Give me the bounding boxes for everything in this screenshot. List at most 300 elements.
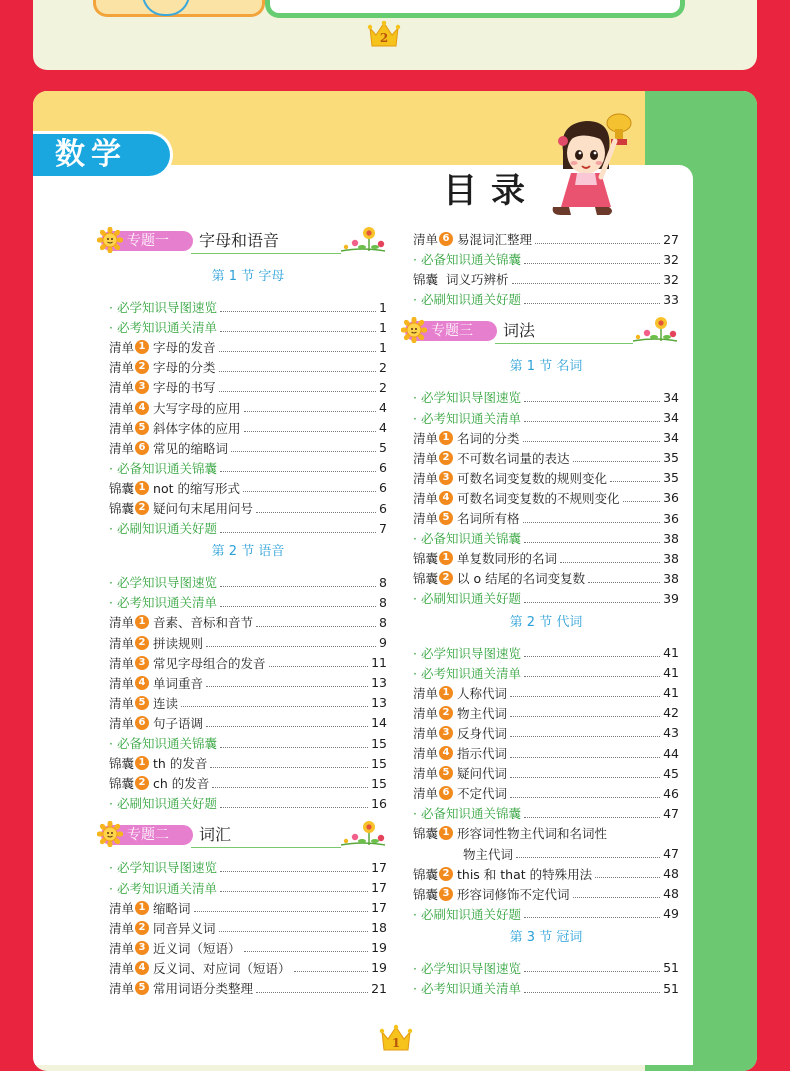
entry-page-number: 44 <box>663 745 679 761</box>
dot-leader <box>220 863 368 872</box>
entry-prefix: 清单 <box>413 430 439 446</box>
dot-leader <box>524 255 660 264</box>
toc-entry[interactable] <box>109 357 387 377</box>
toc-entry[interactable] <box>413 508 679 528</box>
entry-number-badge: 4 <box>135 676 149 690</box>
dot-leader <box>220 524 376 533</box>
toc-entry[interactable] <box>109 898 387 918</box>
entry-prefix: 锦囊 <box>109 776 135 792</box>
entry-number-badge: 5 <box>135 421 149 435</box>
entry-page-number: 17 <box>371 859 387 875</box>
entry-title: · 必备知识通关锦囊 <box>109 734 217 752</box>
toc-entry[interactable] <box>109 773 387 793</box>
dot-leader <box>524 413 660 422</box>
entry-prefix: 清单 <box>109 400 135 416</box>
entry-title: · 必刷知识通关好题 <box>413 290 521 308</box>
entry-title: 字母的书写 <box>153 380 216 396</box>
dot-leader <box>512 275 661 284</box>
entry-title: 连读 <box>153 695 179 711</box>
entry-prefix: 清单 <box>413 450 439 466</box>
entry-number-badge: 1 <box>135 481 149 495</box>
dot-leader <box>244 403 377 412</box>
toc-entry[interactable] <box>109 478 387 498</box>
crown-page-badge-bottom <box>379 1024 413 1052</box>
entry-title: · 必考知识通关清单 <box>109 593 217 611</box>
dot-leader <box>220 463 376 472</box>
subject-tab: 数学 <box>33 131 173 179</box>
entry-title: · 必刷知识通关好题 <box>413 905 521 923</box>
entry-number-badge: 2 <box>439 451 453 465</box>
dot-leader <box>219 383 377 392</box>
topic-underline <box>191 847 341 848</box>
entry-page-number: 38 <box>663 570 679 586</box>
entry-number-badge: 5 <box>439 766 453 780</box>
entry-page-number: 15 <box>371 755 387 771</box>
entry-title: not 的缩写形式 <box>153 480 240 496</box>
entry-page-number: 32 <box>663 251 679 267</box>
entry-prefix: 清单 <box>413 511 439 526</box>
section-heading: 第 3 节 冠词 <box>509 929 583 945</box>
entry-prefix: 清单 <box>109 340 135 356</box>
entry-title: 疑问句末尾用问号 <box>153 501 254 516</box>
dot-leader <box>524 909 660 918</box>
entry-title: 词义巧辨析 <box>446 272 509 288</box>
entry-title: · 必考知识通关清单 <box>109 879 217 897</box>
entry-page-number: 13 <box>371 675 387 691</box>
dot-leader <box>523 514 661 523</box>
entry-number-badge: 2 <box>439 706 453 720</box>
toc-entry[interactable] <box>413 488 679 508</box>
toc-entry[interactable] <box>109 693 387 713</box>
toc-entry[interactable] <box>109 398 387 418</box>
toc-entry[interactable] <box>413 548 679 568</box>
dot-leader <box>219 363 377 372</box>
entry-page-number: 17 <box>371 900 387 916</box>
dot-leader <box>220 739 368 748</box>
entry-prefix: 清单 <box>109 920 135 936</box>
dot-leader <box>573 889 661 898</box>
entry-prefix: 锦囊 <box>109 480 135 496</box>
entry-title: · 必刷知识通关好题 <box>109 519 217 537</box>
toc-entry[interactable] <box>413 428 679 448</box>
toc-feature-entry[interactable] <box>109 572 387 592</box>
dot-leader <box>524 984 660 993</box>
dot-leader <box>220 799 368 808</box>
entry-page-number: 15 <box>371 775 387 791</box>
section-heading: 第 1 节 名词 <box>509 359 583 375</box>
entry-page-number: 17 <box>371 880 387 895</box>
flowers-icon <box>339 225 387 257</box>
dot-leader <box>219 343 377 352</box>
toc-feature-entry[interactable] <box>109 793 387 813</box>
entry-number-badge: 4 <box>135 961 149 975</box>
entry-title: 常用词语分类整理 <box>153 981 254 996</box>
entry-page-number: 8 <box>379 614 387 630</box>
entry-prefix: 清单 <box>109 655 135 671</box>
entry-number-badge: 1 <box>135 615 149 629</box>
dot-leader <box>220 883 368 892</box>
entry-prefix: 锦囊 <box>413 571 439 587</box>
toc-feature-entry[interactable] <box>413 904 679 924</box>
topic-underline <box>191 253 341 254</box>
entry-number-badge: 2 <box>439 867 453 881</box>
arc-decoration <box>142 0 190 16</box>
dot-leader <box>524 648 660 657</box>
entry-page-number: 47 <box>663 805 679 821</box>
entry-number-badge: 6 <box>439 232 453 246</box>
toc-entry[interactable] <box>413 783 679 803</box>
entry-title: 不可数名词量的表达 <box>457 450 570 466</box>
dot-leader <box>510 728 660 737</box>
entry-page-number: 32 <box>663 271 679 287</box>
entry-page-number: 34 <box>663 410 679 425</box>
entry-page-number: 46 <box>663 785 679 801</box>
entry-number-badge: 5 <box>439 511 453 525</box>
dot-leader <box>206 718 368 727</box>
crown-page-badge-top <box>367 20 401 48</box>
entry-title: · 必学知识导图速览 <box>109 298 217 316</box>
entry-page-number: 16 <box>371 795 387 811</box>
entry-title: 形容词修饰不定代词 <box>457 886 570 902</box>
entry-title: · 必考知识通关清单 <box>109 318 217 336</box>
entry-prefix: 锦囊 <box>413 551 439 567</box>
entry-page-number: 35 <box>663 450 679 466</box>
toc-entry[interactable] <box>109 337 387 357</box>
toc-page <box>33 91 757 1071</box>
toc-feature-entry[interactable] <box>413 588 679 608</box>
toc-entry[interactable] <box>109 713 387 733</box>
entry-title: 可数名词变复数的不规则变化 <box>457 490 620 506</box>
entry-title: · 必考知识通关清单 <box>413 409 521 427</box>
entry-number-badge: 1 <box>439 551 453 565</box>
entry-title: this 和 that 的特殊用法 <box>457 866 593 882</box>
toc-entry[interactable] <box>413 823 679 843</box>
entry-title: 常见的缩略词 <box>153 440 229 456</box>
entry-title: · 必考知识通关清单 <box>413 979 521 997</box>
dot-leader <box>560 554 660 563</box>
dot-leader <box>510 769 660 778</box>
dot-leader <box>595 869 660 878</box>
dot-leader <box>510 708 660 717</box>
entry-number-badge: 1 <box>135 756 149 770</box>
dot-leader <box>510 749 660 758</box>
entry-number-badge: 2 <box>135 776 149 790</box>
entry-page-number: 1 <box>379 319 387 335</box>
flowers-icon <box>631 315 679 347</box>
entry-page-number: 8 <box>379 574 387 590</box>
toc-entry[interactable] <box>413 568 679 588</box>
entry-title: 句子语调 <box>153 715 204 731</box>
entry-number-badge: 1 <box>439 686 453 700</box>
toc-feature-entry[interactable] <box>109 458 387 478</box>
toc-feature-entry[interactable] <box>109 857 387 877</box>
toc-entry[interactable] <box>413 723 679 743</box>
entry-number-badge: 2 <box>439 571 453 585</box>
dot-leader <box>220 303 376 312</box>
toc-entry[interactable] <box>413 844 679 864</box>
toc-entry[interactable] <box>413 269 679 289</box>
entry-number-badge: 2 <box>135 501 149 515</box>
entry-prefix: 锦囊 <box>413 826 439 842</box>
entry-prefix: 清单 <box>109 635 135 651</box>
entry-page-number: 7 <box>379 520 387 536</box>
entry-page-number: 48 <box>663 866 679 882</box>
entry-title: · 必刷知识通关好题 <box>413 589 521 607</box>
toc-feature-entry[interactable] <box>413 387 679 407</box>
dot-leader <box>524 393 660 402</box>
dot-leader <box>244 943 369 952</box>
entry-page-number: 36 <box>663 510 679 526</box>
entry-number-badge: 4 <box>135 401 149 415</box>
entry-page-number: 41 <box>663 645 679 660</box>
entry-title: 大写字母的应用 <box>153 400 241 416</box>
toc-entry[interactable] <box>109 918 387 938</box>
dot-leader <box>206 678 368 687</box>
entry-prefix: 清单 <box>413 490 439 506</box>
entry-number-badge: 3 <box>135 380 149 394</box>
entry-page-number: 2 <box>379 379 387 395</box>
entry-title: 近义词（短语） <box>153 940 241 956</box>
entry-page-number: 47 <box>663 846 679 861</box>
toc-entry[interactable] <box>109 633 387 653</box>
entry-title: th 的发音 <box>153 756 208 772</box>
dot-leader <box>269 658 369 667</box>
entry-page-number: 19 <box>371 960 387 976</box>
toc-entry[interactable] <box>109 377 387 397</box>
toc-entry[interactable] <box>413 884 679 904</box>
entry-page-number: 43 <box>663 725 679 741</box>
dot-leader <box>256 984 368 993</box>
dot-leader <box>610 473 660 482</box>
dot-leader <box>294 963 369 972</box>
toc-entry[interactable] <box>109 978 387 998</box>
toc-feature-entry[interactable] <box>109 733 387 753</box>
toc-entry[interactable] <box>109 612 387 632</box>
toc-entry[interactable] <box>413 763 679 783</box>
entry-title: 音素、音标和音节 <box>153 615 254 631</box>
entry-title: 物主代词 <box>463 846 514 862</box>
entry-title: · 必备知识通关锦囊 <box>109 459 217 477</box>
entry-number-badge: 3 <box>439 726 453 740</box>
entry-page-number: 51 <box>663 960 679 976</box>
sun-icon <box>97 227 123 257</box>
topic-title: 词汇 <box>199 825 232 845</box>
entry-prefix: 清单 <box>413 705 439 721</box>
entry-prefix: 清单 <box>109 380 135 396</box>
entry-title: 名词所有格 <box>457 511 520 526</box>
entry-prefix: 清单 <box>109 981 135 996</box>
topic-heading <box>101 229 387 255</box>
entry-page-number: 13 <box>371 695 387 711</box>
toc-feature-entry[interactable] <box>413 663 679 683</box>
dot-leader <box>588 574 660 583</box>
entry-number-badge: 1 <box>439 431 453 445</box>
entry-page-number: 4 <box>379 400 387 415</box>
entry-prefix: 清单 <box>109 715 135 731</box>
entry-number-badge: 5 <box>135 981 149 995</box>
entry-page-number: 48 <box>663 886 679 902</box>
entry-title: 同音异义词 <box>153 920 216 936</box>
entry-title: 反义词、对应词（短语） <box>153 960 291 976</box>
entry-title: 斜体字体的应用 <box>153 420 241 436</box>
sun-icon <box>401 317 427 347</box>
entry-prefix: 清单 <box>413 232 439 247</box>
dot-leader <box>516 849 660 858</box>
dot-leader <box>523 433 661 442</box>
entry-prefix: 清单 <box>413 685 439 701</box>
toc-feature-entry[interactable] <box>109 518 387 538</box>
entry-page-number: 27 <box>663 231 679 247</box>
toc-entry[interactable] <box>109 938 387 958</box>
entry-page-number: 38 <box>663 550 679 566</box>
entry-title: · 必刷知识通关好题 <box>109 794 217 812</box>
dot-leader <box>181 698 368 707</box>
toc-feature-entry[interactable] <box>413 249 679 269</box>
entry-page-number: 6 <box>379 500 387 516</box>
entry-title: 名词的分类 <box>457 430 520 446</box>
previous-page-yellow-box <box>93 0 265 17</box>
entry-number-badge: 1 <box>135 901 149 915</box>
toc-feature-entry[interactable] <box>413 408 679 428</box>
toc-feature-entry[interactable] <box>109 878 387 898</box>
entry-title: · 必学知识导图速览 <box>413 644 521 662</box>
toc-entry[interactable] <box>413 448 679 468</box>
dot-leader <box>510 789 660 798</box>
toc-feature-entry[interactable] <box>413 978 679 998</box>
toc-entry[interactable] <box>109 438 387 458</box>
toc-entry[interactable] <box>413 864 679 884</box>
section-heading: 第 2 节 代词 <box>509 614 583 630</box>
dot-leader <box>220 598 376 607</box>
entry-page-number: 18 <box>371 920 387 936</box>
entry-page-number: 11 <box>371 655 387 671</box>
topic-label-pill: 专题二 <box>101 825 193 845</box>
dot-leader <box>524 594 660 603</box>
entry-title: 缩略词 <box>153 900 191 916</box>
entry-page-number: 6 <box>379 460 387 476</box>
toc-feature-entry[interactable] <box>413 958 679 978</box>
dot-leader <box>524 809 660 818</box>
entry-page-number: 39 <box>663 590 679 606</box>
entry-page-number: 51 <box>663 980 679 996</box>
toc-entry[interactable] <box>109 418 387 438</box>
dot-leader <box>623 493 661 502</box>
topic-underline <box>495 343 633 344</box>
topic-label-pill: 专题一 <box>101 231 193 251</box>
toc-entry[interactable] <box>413 743 679 763</box>
entry-title: 形容词性物主代词和名词性 <box>457 826 608 842</box>
entry-page-number: 36 <box>663 490 679 506</box>
entry-title: · 必考知识通关清单 <box>413 664 521 682</box>
entry-title: 人称代词 <box>457 685 508 701</box>
toc-entry[interactable] <box>413 229 679 249</box>
toc-entry[interactable] <box>109 498 387 518</box>
topic-heading <box>101 823 387 849</box>
topic-title: 词法 <box>503 321 536 341</box>
entry-page-number: 42 <box>663 705 679 721</box>
dot-leader <box>243 483 376 492</box>
entry-title: 拼读规则 <box>153 635 204 651</box>
entry-title: 物主代词 <box>457 705 508 721</box>
entry-prefix: 锦囊 <box>413 272 439 288</box>
entry-title: 以 o 结尾的名词变复数 <box>457 571 586 587</box>
entry-title: · 必备知识通关锦囊 <box>413 250 521 268</box>
entry-title: · 必学知识导图速览 <box>109 573 217 591</box>
entry-page-number: 33 <box>663 291 679 307</box>
toc-feature-entry[interactable] <box>109 297 387 317</box>
entry-page-number: 49 <box>663 906 679 922</box>
entry-number-badge: 2 <box>135 636 149 650</box>
entry-title: · 必学知识导图速览 <box>109 858 217 876</box>
dot-leader <box>510 688 660 697</box>
topic-heading <box>405 319 679 345</box>
entry-prefix: 清单 <box>413 725 439 741</box>
dot-leader <box>524 963 660 972</box>
dot-leader <box>524 295 660 304</box>
toc-entry[interactable] <box>109 673 387 693</box>
dot-leader <box>210 759 368 768</box>
entry-page-number: 14 <box>371 715 387 731</box>
entry-page-number: 34 <box>663 389 679 405</box>
entry-title: 常见字母组合的发音 <box>153 655 266 671</box>
girl-mascot-icon <box>549 111 641 221</box>
toc-feature-entry[interactable] <box>413 803 679 823</box>
entry-prefix: 锦囊 <box>109 756 135 772</box>
toc-entry[interactable] <box>109 958 387 978</box>
entry-page-number: 2 <box>379 359 387 375</box>
entry-number-badge: 3 <box>439 471 453 485</box>
entry-prefix: 清单 <box>109 675 135 691</box>
dot-leader <box>524 534 660 543</box>
toc-feature-entry[interactable] <box>109 317 387 337</box>
dot-leader <box>231 443 376 452</box>
entry-title: 易混词汇整理 <box>457 232 533 247</box>
toc-entry[interactable] <box>109 653 387 673</box>
entry-title: 字母的发音 <box>153 340 216 356</box>
entry-title: 不定代词 <box>457 786 508 802</box>
entry-number-badge: 6 <box>135 716 149 730</box>
entry-prefix: 清单 <box>413 470 439 486</box>
toc-entry[interactable] <box>413 468 679 488</box>
toc-feature-entry[interactable] <box>413 528 679 548</box>
entry-page-number: 21 <box>371 980 387 996</box>
dot-leader <box>573 453 661 462</box>
entry-number-badge: 1 <box>135 340 149 354</box>
entry-page-number: 9 <box>379 635 387 650</box>
entry-title: 疑问代词 <box>457 766 508 782</box>
entry-prefix: 锦囊 <box>413 866 439 882</box>
entry-page-number: 15 <box>371 735 387 751</box>
entry-page-number: 5 <box>379 440 387 456</box>
toc-feature-entry[interactable] <box>109 592 387 612</box>
topic-label-pill: 专题三 <box>405 321 497 341</box>
entry-title: 指示代词 <box>457 746 508 761</box>
toc-entry[interactable] <box>109 753 387 773</box>
toc-feature-entry[interactable] <box>413 289 679 309</box>
topic-title: 字母和语音 <box>199 231 280 250</box>
entry-page-number: 45 <box>663 765 679 781</box>
entry-title: 可数名词变复数的规则变化 <box>457 470 608 486</box>
dot-leader <box>244 423 377 432</box>
entry-page-number: 19 <box>371 940 387 956</box>
toc-feature-entry[interactable] <box>413 643 679 663</box>
entry-prefix: 锦囊 <box>109 501 135 516</box>
entry-number-badge: 4 <box>439 491 453 505</box>
toc-entry[interactable] <box>413 703 679 723</box>
toc-entry[interactable] <box>413 683 679 703</box>
entry-title: 单词重音 <box>153 675 204 691</box>
entry-prefix: 清单 <box>109 615 135 631</box>
